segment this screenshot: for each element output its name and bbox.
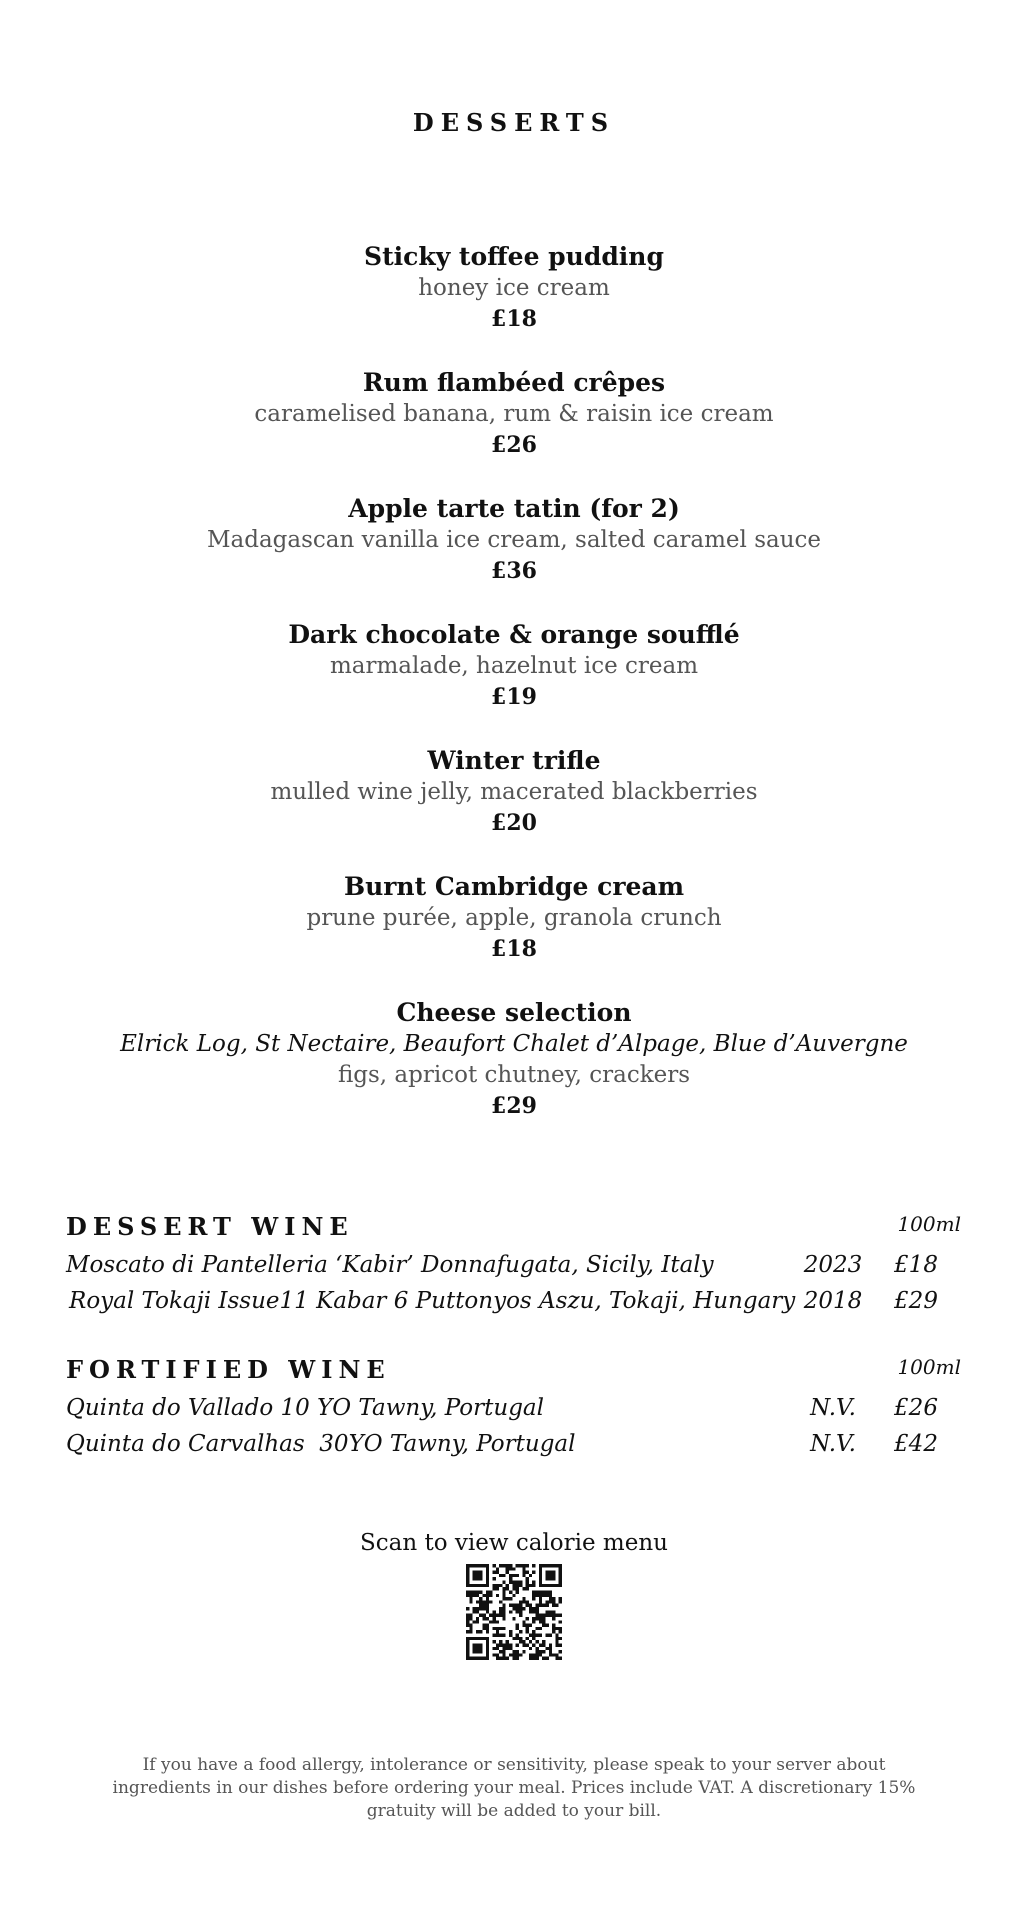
calorie-menu-label: Scan to view calorie menu: [360, 1530, 668, 1556]
wine-year: N.V.: [810, 1431, 856, 1457]
wine-row: [66, 1431, 966, 1467]
dish-price: £18: [491, 306, 537, 332]
dish-cheeses: Elrick Log, St Nectaire, Beaufort Chalet d’Alpage, Blue d’Auvergne: [120, 1031, 908, 1057]
wine-section-header: [66, 1212, 966, 1252]
dish-item: [0, 492, 1028, 587]
dish-price: £20: [491, 810, 537, 836]
section-title: DESSERT WINE: [66, 1212, 354, 1241]
dish-price: £36: [491, 558, 537, 584]
dish-name: Cheese selection: [396, 998, 632, 1027]
qr-code-icon[interactable]: [466, 1564, 562, 1660]
wine-year: 2018: [803, 1288, 863, 1314]
dish-name: Dark chocolate & orange soufflé: [288, 620, 740, 649]
wine-row: [66, 1252, 966, 1288]
dish-price: £19: [491, 684, 537, 710]
dish-name: Sticky toffee pudding: [364, 242, 664, 271]
dish-price: £29: [491, 1093, 537, 1119]
wine-section-header: [66, 1355, 966, 1395]
wine-price: £18: [894, 1252, 938, 1278]
dish-description: caramelised banana, rum & raisin ice cream: [254, 401, 774, 427]
dish-name: Rum flambéed crêpes: [362, 368, 666, 397]
dish-price: £26: [491, 432, 537, 458]
dish-name: Burnt Cambridge cream: [343, 872, 685, 901]
wine-row: [66, 1288, 966, 1324]
wine-year: N.V.: [810, 1395, 856, 1421]
wine-name: Quinta do Carvalhas 30YO Tawny, Portugal: [66, 1431, 576, 1457]
dish-price: £18: [491, 936, 537, 962]
wine-row: [66, 1395, 966, 1431]
dish-name: Winter trifle: [427, 746, 601, 775]
page-title: DESSERTS: [412, 108, 616, 137]
dish-item: [0, 996, 1028, 1122]
wine-name: Quinta do Vallado 10 YO Tawny, Portugal: [66, 1395, 544, 1421]
wine-measure: 100ml: [897, 1212, 961, 1236]
dessert-wine-section: [66, 1212, 966, 1324]
calorie-menu-block: [0, 1528, 1028, 1660]
dish-description: prune purée, apple, granola crunch: [306, 905, 722, 931]
wine-name: Moscato di Pantelleria ‘Kabir’ Donnafugata, Sicily, Italy: [66, 1252, 714, 1278]
wine-measure: 100ml: [897, 1355, 961, 1379]
wine-price: £29: [894, 1288, 938, 1314]
wine-name: Royal Tokaji Issue11 Kabar 6 Puttonyos Aszu, Tokaji, Hungary: [69, 1288, 796, 1314]
dish-item: [0, 618, 1028, 713]
dish-item: [0, 744, 1028, 839]
wine-price: £26: [894, 1395, 938, 1421]
dish-description: honey ice cream: [418, 275, 610, 301]
dish-description: marmalade, hazelnut ice cream: [329, 653, 699, 679]
wine-year: 2023: [803, 1252, 863, 1278]
desserts-list: [0, 240, 1028, 1153]
dish-item: [0, 366, 1028, 461]
dish-description: Madagascan vanilla ice cream, salted caramel sauce: [206, 527, 822, 553]
dish-description: mulled wine jelly, macerated blackberries: [270, 779, 758, 805]
dish-item: [0, 240, 1028, 335]
wine-price: £42: [894, 1431, 938, 1457]
allergy-notice: If you have a food allergy, intolerance or sensitivity, please speak to your server about ingredients in our dishes before ordering your meal. Prices include VAT. A discretionary 15% gratuity will be added to your bill.: [112, 1755, 916, 1821]
section-title: FORTIFIED WINE: [66, 1355, 391, 1384]
dish-description: figs, apricot chutney, crackers: [337, 1062, 691, 1088]
dish-name: Apple tarte tatin (for 2): [348, 494, 680, 523]
fortified-wine-section: [66, 1355, 966, 1467]
dish-item: [0, 870, 1028, 965]
